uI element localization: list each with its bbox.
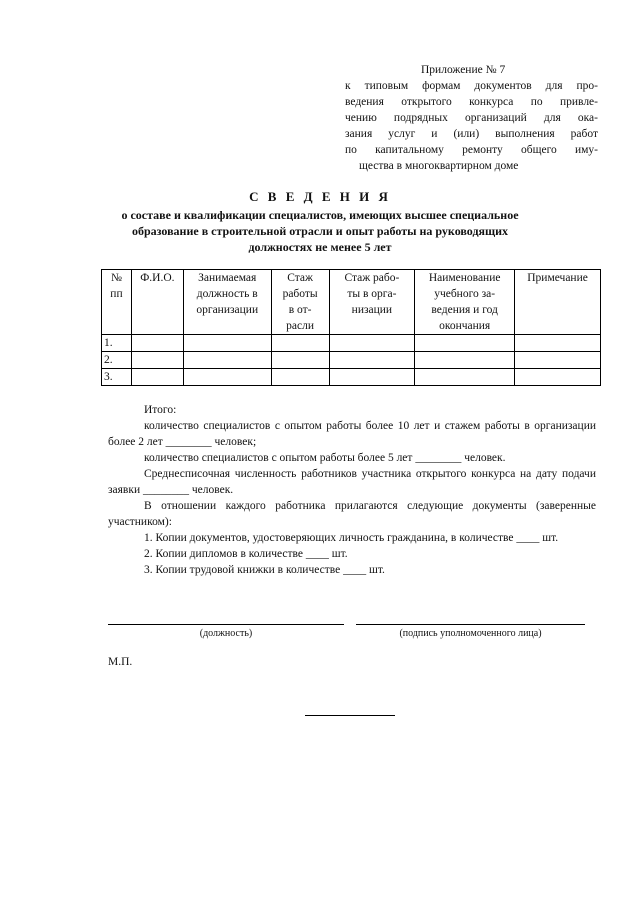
- table-row: [102, 369, 601, 386]
- document-list-item: 1. Копии документов, удостоверяющих личность гражданина, в количестве ____ шт.: [144, 532, 559, 544]
- header-education: [415, 270, 515, 335]
- specialists-table: [101, 269, 601, 386]
- header-line: организации: [196, 304, 259, 316]
- table-cell[interactable]: [515, 369, 601, 386]
- header-name: [131, 270, 183, 335]
- document-subtitle-line: должностях не менее 5 лет: [248, 240, 392, 254]
- table-cell[interactable]: [515, 352, 601, 369]
- position-signature-line[interactable]: [108, 624, 344, 625]
- header-line: пп: [110, 288, 123, 300]
- header-org-experience: [329, 270, 415, 335]
- table-cell[interactable]: [271, 335, 329, 352]
- appendix-line: ведения открытого конкурса по привле-: [345, 96, 598, 108]
- header-industry-experience: [271, 270, 329, 335]
- header-line: Стаж рабо-: [344, 272, 400, 284]
- table-row: [102, 335, 601, 352]
- signature-label: (подпись уполномоченного лица): [399, 628, 542, 639]
- position-label: (должность): [199, 628, 253, 639]
- appendix-title: Приложение № 7: [421, 64, 506, 76]
- summary-paragraph: количество специалистов с опытом работы более 10 лет и стажем работы в организации более 2 лет ________ человек;: [108, 420, 596, 448]
- header-number: [102, 270, 132, 335]
- summary-paragraph: Среднесписочная численность работников участника открытого конкурса на дату подачи заявки ________ человек.: [108, 468, 596, 496]
- document-subtitle-line: образование в строительной отрасли и опыт работы на руководящих: [131, 224, 509, 238]
- header-line: Ф.И.О.: [140, 272, 175, 284]
- table-cell[interactable]: [131, 335, 183, 352]
- page-divider-line: [305, 715, 395, 716]
- table-cell[interactable]: [415, 335, 515, 352]
- header-line: ты в орга-: [347, 288, 397, 300]
- appendix-line: щества в многоквартирном доме: [359, 160, 519, 172]
- document-heading: [100, 189, 540, 255]
- document-list-item: 3. Копии трудовой книжки в количестве ____ шт.: [144, 564, 385, 576]
- header-line: расли: [286, 320, 315, 332]
- header-position: [183, 270, 271, 335]
- document-list-item: 2. Копии дипломов в количестве ____ шт.: [144, 548, 348, 560]
- table-cell[interactable]: [131, 369, 183, 386]
- table-cell[interactable]: [183, 369, 271, 386]
- header-line: Примечание: [527, 272, 588, 284]
- header-line: работы: [282, 288, 318, 300]
- header-line: Стаж: [287, 272, 313, 284]
- header-line: Занимаемая: [198, 272, 257, 284]
- table-cell[interactable]: [183, 335, 271, 352]
- table-cell[interactable]: [271, 369, 329, 386]
- document-subtitle-line: о составе и квалификации специалистов, имеющих высшее специальное: [121, 208, 519, 222]
- summary-paragraph: В отношении каждого работника прилагаются следующие документы (заверенные участником):: [108, 500, 596, 528]
- appendix-block: [345, 62, 598, 174]
- appendix-line: зания услуг и (или) выполнения работ: [345, 128, 598, 140]
- table-cell[interactable]: [131, 352, 183, 369]
- table-cell[interactable]: [271, 352, 329, 369]
- table-row: [102, 352, 601, 369]
- summary-paragraph: количество специалистов с опытом работы более 5 лет ________ человек.: [144, 452, 506, 464]
- header-line: низации: [351, 304, 393, 316]
- header-line: Наименование: [428, 272, 501, 284]
- row-number: 3.: [102, 369, 132, 386]
- document-title: С В Е Д Е Н И Я: [249, 189, 391, 204]
- appendix-line: по капитальному ремонту общего иму-: [345, 144, 598, 156]
- row-number: 1.: [102, 335, 132, 352]
- header-line: учебного за-: [434, 288, 496, 300]
- appendix-line: чению подрядных организаций для ока-: [345, 112, 598, 124]
- header-line: №: [110, 272, 122, 284]
- table-cell[interactable]: [415, 352, 515, 369]
- header-note: [515, 270, 601, 335]
- header-line: в от-: [288, 304, 312, 316]
- total-label: Итого:: [144, 404, 177, 416]
- authorized-signature-line[interactable]: [356, 624, 585, 625]
- header-line: ведения и год: [431, 304, 498, 316]
- row-number: 2.: [102, 352, 132, 369]
- table-cell[interactable]: [415, 369, 515, 386]
- summary-section: [108, 402, 596, 578]
- table-cell[interactable]: [183, 352, 271, 369]
- table-cell[interactable]: [329, 352, 415, 369]
- table-header-row: [102, 270, 601, 335]
- stamp-label: М.П.: [108, 656, 133, 668]
- table-cell[interactable]: [329, 335, 415, 352]
- table-cell[interactable]: [329, 369, 415, 386]
- table-cell[interactable]: [515, 335, 601, 352]
- header-line: окончания: [439, 320, 491, 332]
- appendix-line: к типовым формам документов для про-: [345, 80, 598, 92]
- header-line: должность в: [196, 288, 258, 300]
